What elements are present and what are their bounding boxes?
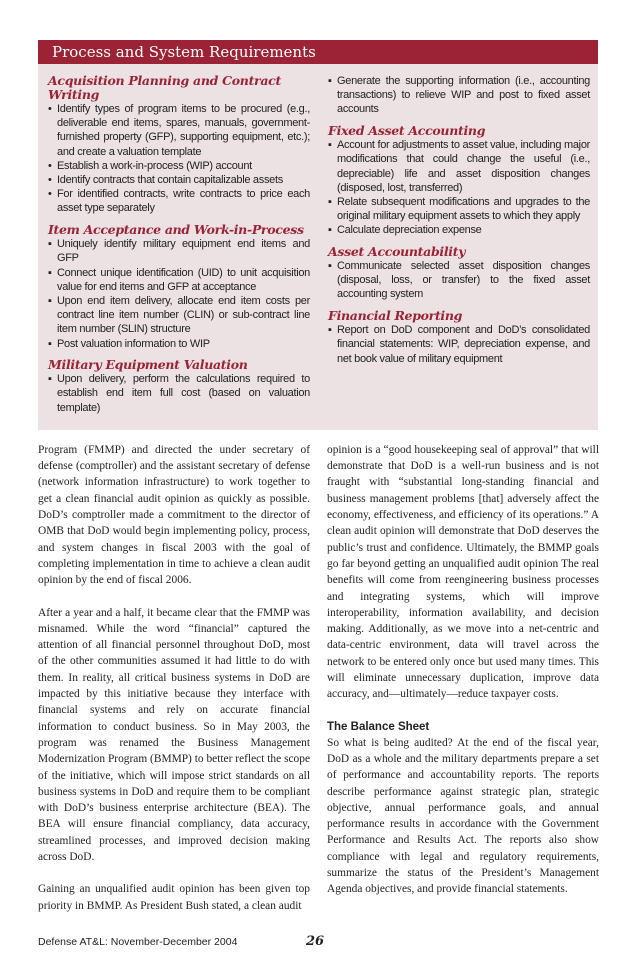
- list-item: ▪ Upon end item delivery, allocate end item costs per contract line item number (CLIN) or sub-contract line item number (SLIN) structure: [48, 294, 310, 337]
- bullet-list: [48, 237, 310, 351]
- footer: [38, 934, 598, 949]
- body-text: [38, 442, 598, 930]
- page-number: 26: [306, 933, 325, 949]
- paragraph: So what is being audited? At the end of the fiscal year, DoD as a whole and the military departments prepare a set of performance and accountability reports. The reports describe performance against strategic plan, strategic objective, annual performance goals, and annual performance results in accordance with the Government Performance and Results Act. The reports also show compliance with legal and regulatory requirements, summarize the status of the President’s Management Agenda objectives, and provide financial statements.: [327, 736, 599, 896]
- section-heading: Military Equipment Valuation: [48, 356, 248, 372]
- bullet-list: [48, 102, 310, 216]
- bullet-list: [48, 372, 310, 415]
- section-heading: Asset Accountability: [328, 243, 466, 259]
- section-heading: Fixed Asset Accounting: [328, 122, 486, 138]
- list-item: ▪ Relate subsequent modifications and upgrades to the original military equipment assets to which they apply: [328, 195, 590, 223]
- body-left-column: [38, 442, 310, 930]
- body-right-column: [327, 442, 599, 930]
- footer-publication: Defense AT&L: November-December 2004: [38, 935, 238, 948]
- list-item: ▪ Upon delivery, perform the calculations required to establish end item full cost (based on valuation template): [48, 372, 310, 415]
- list-item: ▪ Calculate depreciation expense: [328, 223, 590, 237]
- list-item: ▪ Communicate selected asset disposition changes (disposal, loss, or transfer) to the fixed asset accounting system: [328, 259, 590, 302]
- bullet-list: [328, 259, 590, 302]
- paragraph: Program (FMMP) and directed the under secretary of defense (comptroller) and the assistant secretary of defense (network information infrastructure) to work together to get a clean financial audit opinion as quickly as possible. DoD’s comptroller made a commitment to the director of OMB that DoD would begin implementing policy, process, and system changes in fiscal 2003 with the goal of completing implementation in time to achieve a clean audit opinion by the end of fiscal 2006.: [38, 443, 310, 587]
- list-item: ▪ Post valuation information to WIP: [48, 337, 310, 351]
- sidebar-right-column: [328, 74, 590, 422]
- sidebar-title: Process and System Requirements: [38, 40, 598, 64]
- list-item: ▪ Connect unique identification (UID) to unit acquisition value for end items and GFP at acceptance: [48, 266, 310, 294]
- list-item: ▪ Report on DoD component and DoD’s consolidated financial statements: WIP, depreciation expense, and net book value of military equipment: [328, 323, 590, 366]
- list-item: • Identify types of program items to be procured (e.g., deliverable end items, spares, manuals, government-furnished property (GFP), supporting equipment, etc.); and create a valuation template: [48, 102, 310, 159]
- paragraph: Gaining an unqualified audit opinion has been given top priority in BMMP. As President Bush stated, a clean audit: [38, 883, 310, 912]
- sidebar-columns: [38, 64, 598, 422]
- section-heading: Item Acceptance and Work-in-Process: [48, 221, 304, 237]
- list-item: • For identified contracts, write contracts to price each asset type separately: [48, 187, 310, 215]
- list-item: ▪ Account for adjustments to asset value, including major modifications that could change the useful (i.e., depreciable) life and asset disposition changes (disposed, lost, transferred): [328, 138, 590, 195]
- bullet-list: [328, 138, 590, 237]
- paragraph: After a year and a half, it became clear that the FMMP was misnamed. While the word “financial” captured the attention of all financial personnel throughout DoD, most of the other communities assumed it had little to do with them. In reality, all critical business systems in DoD are impacted by this initiative because they interface with financial systems and rely on accurate financial information to conduct business. So in May 2003, the program was renamed the Business Management Modernization Program (BMMP) to better reflect the scope of the initiative, which will impose strict standards on all business systems in DoD and require them to be compliant with DoD’s business enterprise architecture (BEA). The BEA will ensure financial compliancy, data accuracy, streamlined processes, and improved decision making across DoD.: [38, 606, 310, 863]
- list-item: • Identify contracts that contain capitalizable assets: [48, 173, 310, 187]
- subheading: The Balance Sheet: [327, 720, 430, 733]
- section-heading: Financial Reporting: [328, 307, 463, 323]
- sidebar-box: [38, 40, 598, 430]
- paragraph: opinion is a “good housekeeping seal of approval” that will demonstrate that DoD is a well-run business and is not fraught with “substantial long-standing financial and business management problems [that] adversely affect the economy, effectiveness, and efficiency of its operations.” A clean audit opinion will demonstrate that DoD deserves the public’s trust and confidence. Ultimately, the BMMP goals go far beyond getting an unqualified audit opinion The real benefits will come from reengineering business processes and integrating systems, which will improve interoperability, information availability, and decision making. Additionally, as we move into a net-centric and data-centric environment, data will travel across the network to be entered only once but used many times. This will eliminate unnecessary duplication, improve data accuracy, and—ultimately—reduce taxpayer costs.: [327, 443, 599, 701]
- section-heading: Acquisition Planning and Contract Writing: [48, 73, 281, 102]
- list-item: ▪ Uniquely identify military equipment end items and GFP: [48, 237, 310, 265]
- bullet-list: [328, 323, 590, 366]
- bullet-list: [328, 74, 590, 117]
- sidebar-left-column: [48, 74, 310, 422]
- list-item: • Establish a work-in-process (WIP) account: [48, 159, 310, 173]
- list-item: ▪ Generate the supporting information (i.e., accounting transactions) to relieve WIP and post to fixed asset accounts: [328, 74, 590, 117]
